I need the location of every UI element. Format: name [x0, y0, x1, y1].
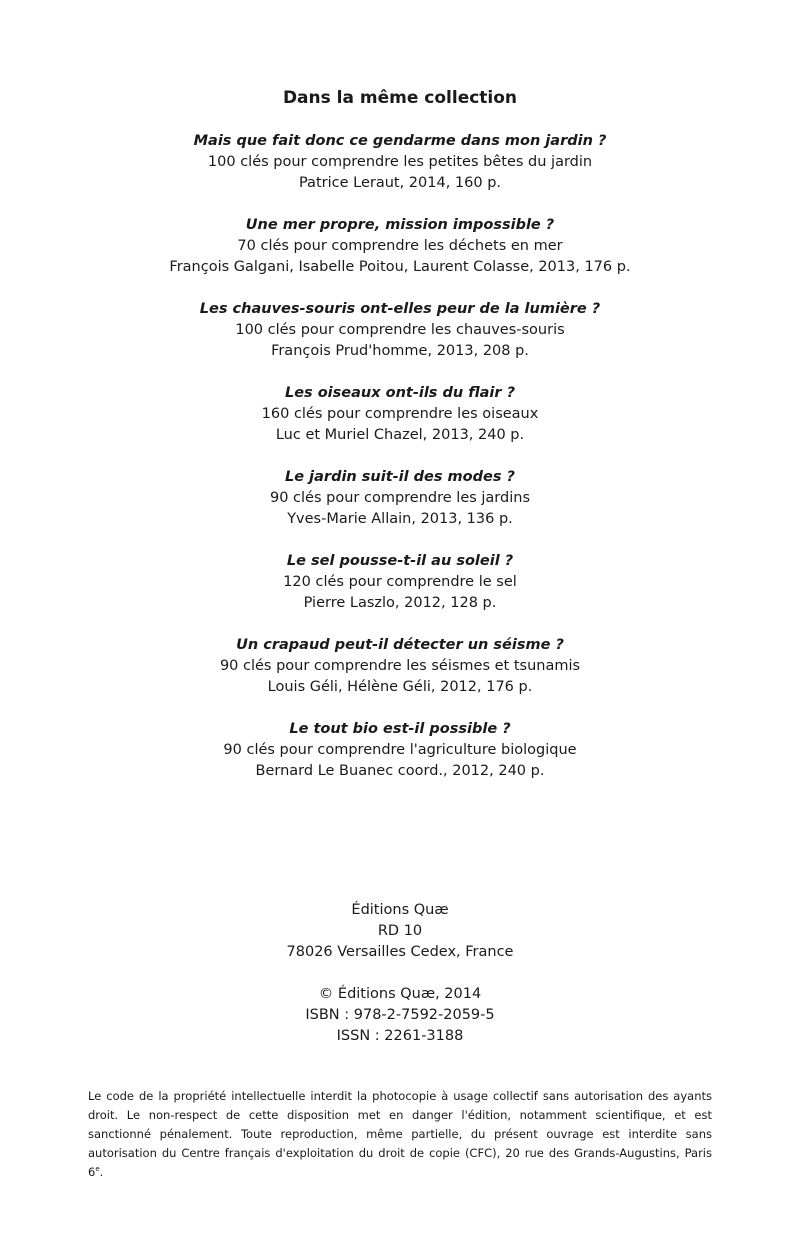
book-credits: Bernard Le Buanec coord., 2012, 240 p.: [255, 763, 545, 779]
book-credits: François Prud'homme, 2013, 208 p.: [271, 343, 529, 359]
book-entry: [0, 215, 800, 299]
publisher-name: Éditions Quæ: [351, 902, 449, 918]
book-entry: [0, 635, 800, 719]
book-subtitle: 90 clés pour comprendre les séismes et tsunamis: [219, 658, 581, 674]
publisher-city: 78026 Versailles Cedex, France: [286, 944, 514, 960]
publisher-block: [0, 900, 800, 1047]
book-title: Un crapaud peut-il détecter un séisme ?: [236, 637, 564, 653]
book-entry: [0, 551, 800, 635]
book-title: Les oiseaux ont-ils du flair ?: [284, 385, 516, 401]
page-title: Dans la même collection: [282, 88, 518, 108]
book-credits: Louis Géli, Hélène Géli, 2012, 176 p.: [267, 679, 533, 695]
issn: ISSN : 2261-3188: [336, 1028, 464, 1044]
book-subtitle: 70 clés pour comprendre les déchets en mer: [237, 238, 563, 254]
legal-text: Le code de la propriété intellectuelle interdit la photocopie à usage collectif sans autorisation des ayants droit. Le non-respect de cette disposition met en danger l'édition, notamment scientifique, et est sanctionné pénalement. Toute reproduction, même partielle, du présent ouvrage est interdite sans autorisation du Centre français d'exploitation du droit de copie (CFC), 20 rue des Grands-Augustins, Paris 6: [88, 1089, 712, 1179]
book-entry: [0, 383, 800, 467]
book-title: Le sel pousse-t-il au soleil ?: [286, 553, 514, 569]
isbn: ISBN : 978-2-7592-2059-5: [305, 1007, 495, 1023]
legal-notice: [88, 1087, 712, 1182]
book-credits: Pierre Laszlo, 2012, 128 p.: [303, 595, 497, 611]
book-credits: François Galgani, Isabelle Poitou, Laurent Colasse, 2013, 176 p.: [169, 259, 631, 275]
spacer: [0, 963, 800, 984]
book-entry: [0, 467, 800, 551]
book-subtitle: 160 clés pour comprendre les oiseaux: [261, 406, 539, 422]
book-credits: Yves-Marie Allain, 2013, 136 p.: [287, 511, 513, 527]
copyright-notice: © Éditions Quæ, 2014: [318, 986, 482, 1002]
book-entry: [0, 719, 800, 803]
book-title: Le jardin suit-il des modes ?: [285, 469, 515, 485]
book-subtitle: 100 clés pour comprendre les petites bêtes du jardin: [207, 154, 593, 170]
book-list: [0, 131, 800, 803]
legal-superscript: e: [95, 1165, 100, 1174]
book-subtitle: 100 clés pour comprendre les chauves-souris: [235, 322, 565, 338]
book-entry: [0, 299, 800, 383]
book-title: Une mer propre, mission impossible ?: [245, 217, 555, 233]
book-title: Les chauves-souris ont-elles peur de la lumière ?: [199, 301, 601, 317]
book-subtitle: 90 clés pour comprendre l'agriculture biologique: [223, 742, 577, 758]
publisher-road: RD 10: [377, 923, 423, 939]
legal-end: .: [99, 1165, 104, 1179]
book-credits: Patrice Leraut, 2014, 160 p.: [298, 175, 502, 191]
book-title: Mais que fait donc ce gendarme dans mon jardin ?: [193, 133, 607, 149]
book-entry: [0, 131, 800, 215]
book-credits: Luc et Muriel Chazel, 2013, 240 p.: [275, 427, 525, 443]
book-subtitle: 120 clés pour comprendre le sel: [283, 574, 517, 590]
book-subtitle: 90 clés pour comprendre les jardins: [270, 490, 530, 506]
book-title: Le tout bio est-il possible ?: [289, 721, 511, 737]
